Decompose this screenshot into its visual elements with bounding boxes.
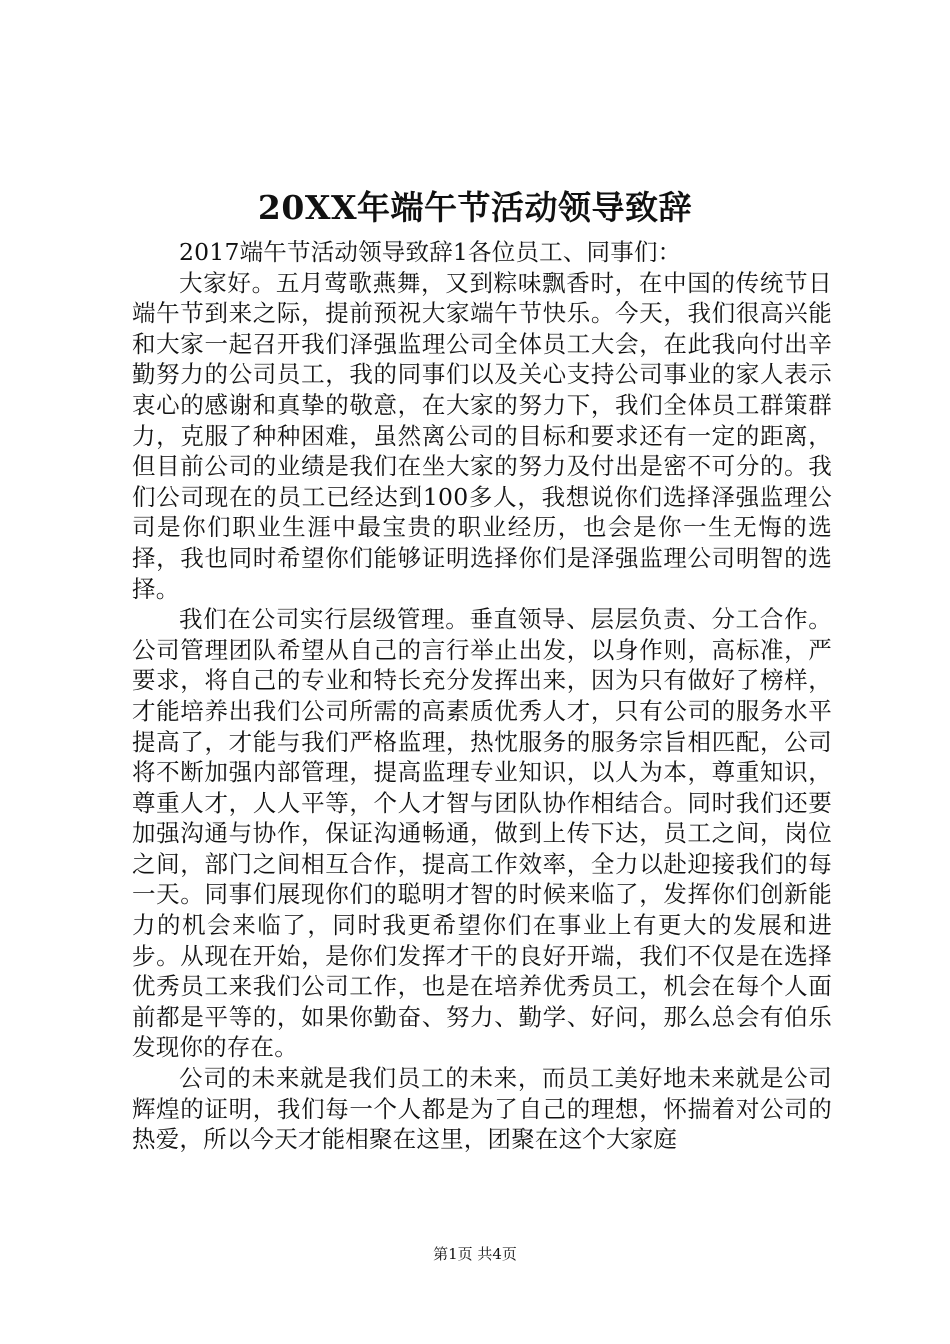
document-title: 20XX年端午节活动领导致辞 — [257, 188, 693, 227]
paragraph-1: 大家好。五月莺歌燕舞，又到粽味飘香时，在中国的传统节日端午节到来之际，提前预祝大家端午节快乐。今天，我们很高兴能和大家一起召开我们泽强监理公司全体员工大会，在此我向付出辛勤努力的公司员工，我的同事们以及关心支持公司事业的家人表示衷心的感谢和真挚的敬意，在大家的努力下，我们全体员工群策群力，克服了种种困难，虽然离公司的目标和要求还有一定的距离，但目前公司的业绩是我们在坐大家的努力及付出是密不可分的。我们公司现在的员工已经达到100多人，我想说你们选择泽强监理公司是你们职业生涯中最宝贵的职业经历，也会是你一生无悔的选择，我也同时希望你们能够证明选择你们是泽强监理公司明智的选择。 — [132, 268, 832, 603]
paragraph-2: 我们在公司实行层级管理。垂直领导、层层负责、分工合作。公司管理团队希望从自己的言行举止出发，以身作则，高标准，严要求，将自己的专业和特长充分发挥出来，因为只有做好了榜样，才能培养出我们公司所需的高素质优秀人才，只有公司的服务水平提高了，才能与我们严格监理，热忱服务的服务宗旨相匹配，公司将不断加强内部管理，提高监理专业知识，以人为本，尊重知识，尊重人才，人人平等，个人才智与团队协作相结合。同时我们还要加强沟通与协作，保证沟通畅通，做到上传下达，员工之间，岗位之间，部门之间相互合作，提高工作效率，全力以赴迎接我们的每一天。同事们展现你们的聪明才智的时候来临了，发挥你们创新能力的机会来临了，同时我更希望你们在事业上有更大的发展和进步。从现在开始，是你们发挥才干的良好开端，我们不仅是在选择优秀员工来我们公司工作，也是在培养优秀员工，机会在每个人面前都是平等的，如果你勤奋、努力、勤学、好问，那么总会有伯乐发现你的存在。 — [132, 605, 832, 1062]
document-body — [132, 237, 832, 1155]
page-number-footer: 第1页 共4页 — [433, 1245, 517, 1263]
paragraph-greeting: 2017端午节活动领导致辞1各位员工、同事们： — [179, 238, 682, 266]
paragraph-3: 公司的未来就是我们员工的未来，而员工美好地未来就是公司辉煌的证明，我们每一个人都是为了自己的理想，怀揣着对公司的热爱，所以今天才能相聚在这里，团聚在这个大家庭 — [132, 1064, 832, 1154]
